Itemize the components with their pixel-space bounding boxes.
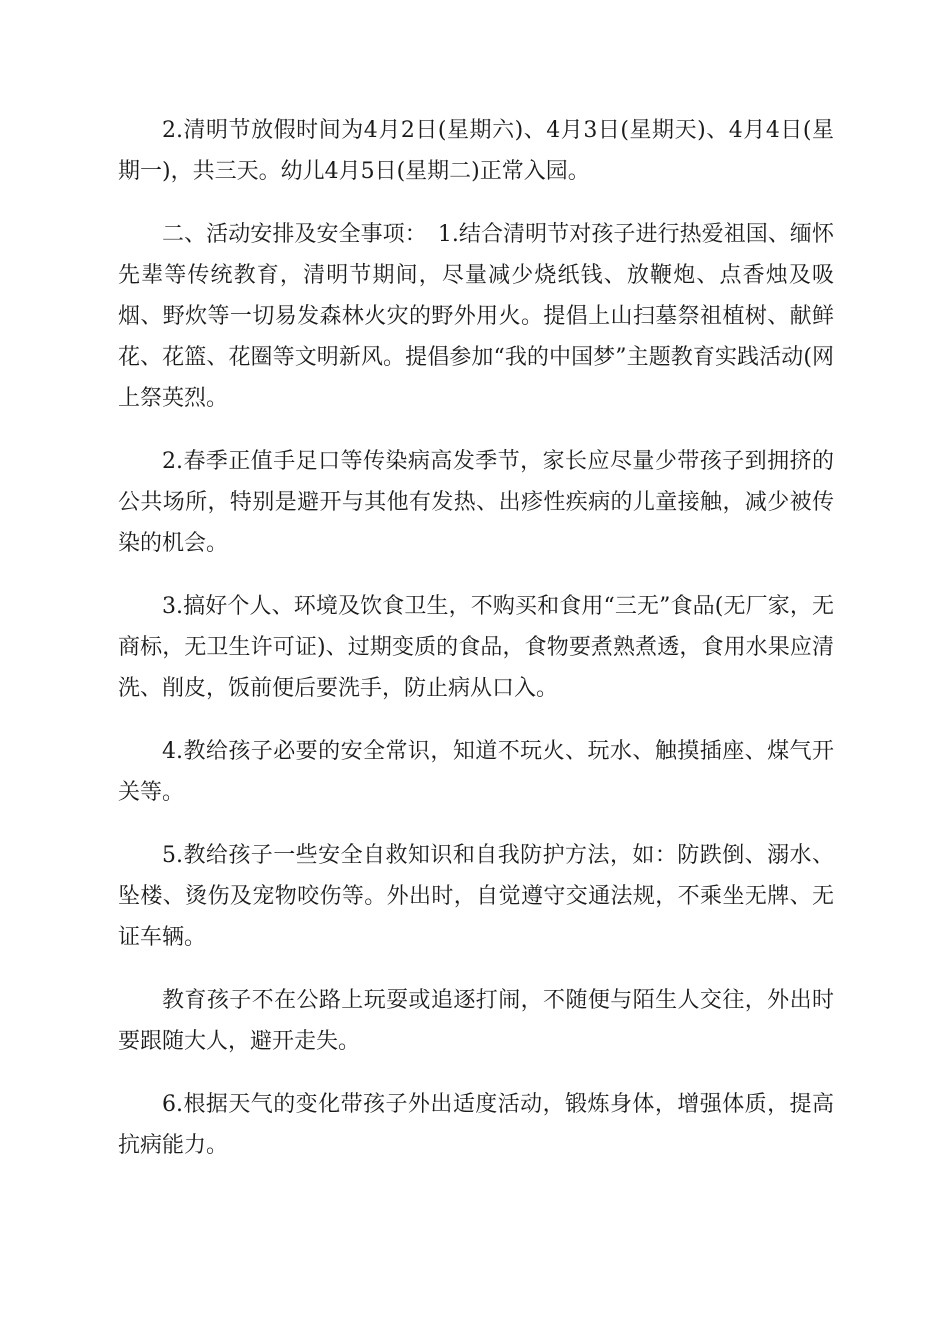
paragraph-road-safety: 教育孩子不在公路上玩耍或追逐打闹，不随便与陌生人交往，外出时要跟随大人，避开走失。 — [118, 988, 834, 1054]
paragraph-holiday-dates: 2.清明节放假时间为4月2日(星期六)、4月3日(星期天)、4月4日(星期一)，共三天。幼儿4月5日(星期二)正常入园。 — [118, 118, 834, 184]
paragraph-hygiene: 3.搞好个人、环境及饮食卫生，不购买和食用“三无”食品(无厂家，无商标，无卫生许可证)、过期变质的食品，食物要煮熟煮透，食用水果应清洗、削皮，饭前便后要洗手，防止病从口入。 — [118, 594, 834, 701]
paragraph-safety-knowledge: 4.教给孩子必要的安全常识，知道不玩火、玩水、触摸插座、煤气开关等。 — [118, 739, 834, 805]
paragraph-self-protection: 5.教给孩子一些安全自救知识和自我防护方法，如：防跌倒、溺水、坠楼、烫伤及宠物咬伤等。外出时，自觉遵守交通法规，不乘坐无牌、无证车辆。 — [118, 843, 834, 950]
paragraph-outdoor-activity: 6.根据天气的变化带孩子外出适度活动，锻炼身体，增强体质，提高抗病能力。 — [118, 1092, 834, 1158]
paragraph-activity-arrangements: 二、活动安排及安全事项： 1.结合清明节对孩子进行热爱祖国、缅怀先辈等传统教育，清明节期间，尽量减少烧纸钱、放鞭炮、点香烛及吸烟、野炊等一切易发森林火灾的野外用火。提倡上山扫墓祭祖植树、献鲜花、花篮、花圈等文明新风。提倡参加“我的中国梦”主题教育实践活动(网上祭英烈。 — [118, 222, 834, 411]
paragraph-disease-prevention: 2.春季正值手足口等传染病高发季节，家长应尽量少带孩子到拥挤的公共场所，特别是避开与其他有发热、出疹性疾病的儿童接触，减少被传染的机会。 — [118, 449, 834, 556]
document-body — [118, 110, 834, 1188]
